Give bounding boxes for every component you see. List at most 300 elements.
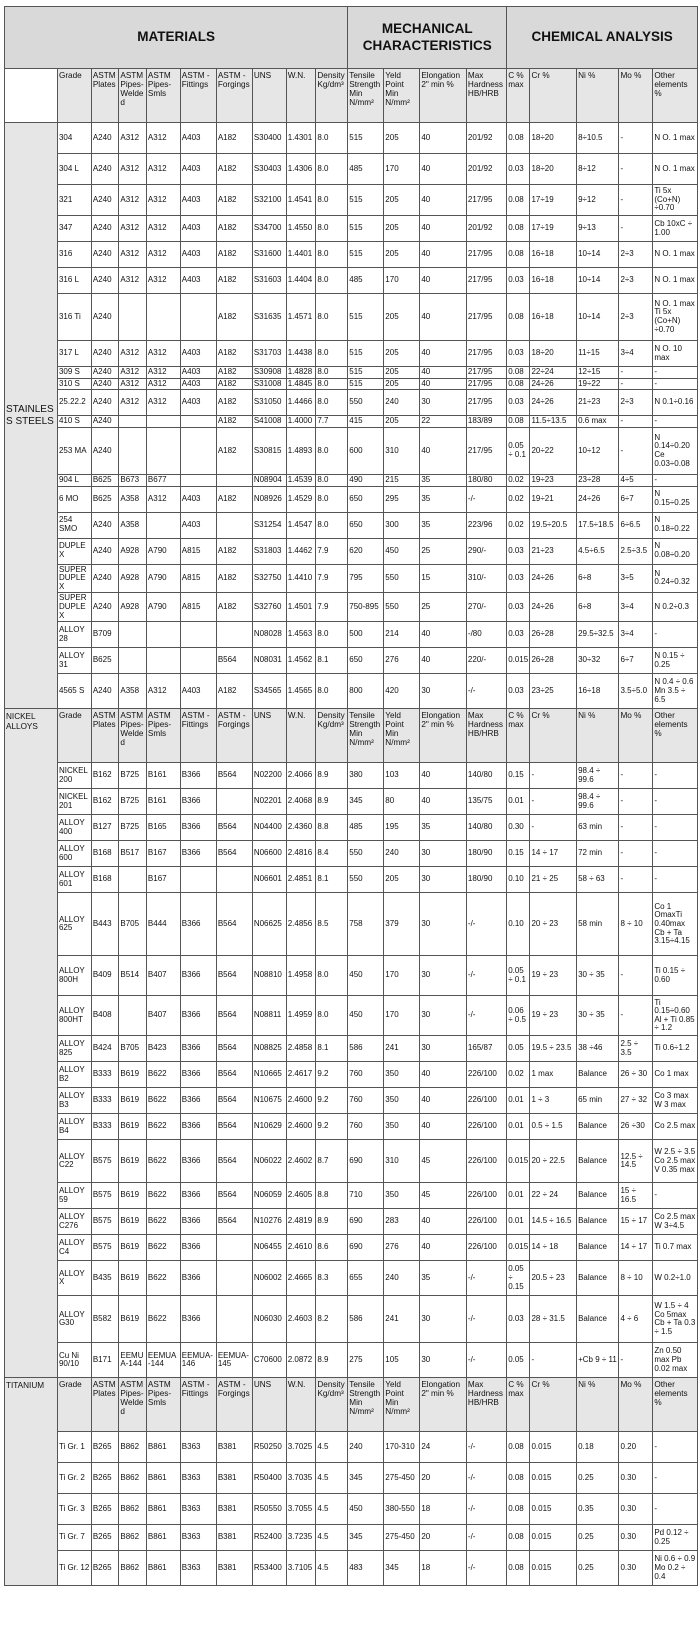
table-cell: A403 [180, 268, 216, 294]
table-cell: 8.8 [316, 1183, 348, 1209]
table-cell: 276 [384, 648, 420, 674]
table-row [5, 1343, 698, 1378]
table-cell: 0.08 [507, 294, 530, 341]
table-cell: 8.0 [316, 123, 348, 154]
table-cell: 35 [420, 474, 467, 486]
table-cell: A312 [146, 185, 180, 216]
table-cell: 65 min [577, 1088, 619, 1114]
table-cell: B333 [91, 1088, 119, 1114]
table-cell: 20 ÷ 22.5 [530, 1140, 577, 1183]
table-cell: 1.4410 [286, 564, 316, 593]
table-cell: 1.4529 [286, 486, 316, 512]
table-cell: - [530, 815, 577, 841]
table-cell: 40 [420, 763, 467, 789]
table-cell: B619 [119, 1140, 147, 1183]
table-cell: A358 [119, 486, 147, 512]
table-cell: B381 [216, 1463, 252, 1494]
table-cell: +Cb 9 ÷ 11 [577, 1343, 619, 1378]
table-cell: 8.0 [316, 294, 348, 341]
table-cell: 650 [348, 486, 384, 512]
table-cell: B366 [180, 1183, 216, 1209]
table-cell: A928 [119, 593, 147, 622]
column-header: ASTM Pipes-Welded [119, 1378, 147, 1432]
table-cell: 98.4 ÷ 99.6 [577, 763, 619, 789]
table-cell: 40 [420, 367, 467, 379]
table-cell: 655 [348, 1261, 384, 1296]
table-row [5, 1062, 698, 1088]
table-cell: 30 [420, 1036, 467, 1062]
table-cell: 214 [384, 622, 420, 648]
table-cell: 8.6 [316, 1235, 348, 1261]
table-cell: B622 [146, 1062, 180, 1088]
table-row [5, 1551, 698, 1586]
table-cell: Balance [577, 1209, 619, 1235]
table-cell: 40 [420, 1062, 467, 1088]
table-row [5, 1432, 698, 1463]
table-cell: 0.03 [507, 538, 530, 564]
table-cell: 9.2 [316, 1088, 348, 1114]
table-cell: B862 [119, 1551, 147, 1586]
table-cell: Balance [577, 1140, 619, 1183]
table-cell: B366 [180, 956, 216, 996]
table-cell: -/- [466, 893, 506, 956]
table-cell: 205 [384, 123, 420, 154]
corner-cell [5, 69, 58, 123]
table-cell: 0.05 [507, 1343, 530, 1378]
table-cell: B564 [216, 1183, 252, 1209]
table-cell: 0.01 [507, 1209, 530, 1235]
table-cell: N O. 10 max [653, 341, 698, 367]
table-cell: 22 [420, 416, 467, 428]
table-cell: 40 [420, 648, 467, 674]
table-cell: A403 [180, 185, 216, 216]
table-cell: A182 [216, 294, 252, 341]
table-cell: B514 [119, 956, 147, 996]
column-header: Ni % [577, 69, 619, 123]
table-cell: R50400 [252, 1463, 286, 1494]
table-cell: 205 [384, 341, 420, 367]
table-cell: A182 [216, 123, 252, 154]
table-cell: N 0.1÷0.16 [653, 390, 698, 416]
table-cell: 103 [384, 763, 420, 789]
table-cell: 205 [384, 242, 420, 268]
table-cell: 6÷6.5 [619, 512, 653, 538]
table-cell: 16÷18 [530, 294, 577, 341]
table-cell: 1.4565 [286, 674, 316, 709]
table-cell: B168 [91, 841, 119, 867]
table-cell: 18÷20 [530, 154, 577, 185]
table-cell: 19 ÷ 23 [530, 956, 577, 996]
column-header: Mo % [619, 709, 653, 763]
table-cell: 24÷26 [530, 593, 577, 622]
table-cell: N O. 1 max [653, 123, 698, 154]
table-cell: 19÷23 [530, 474, 577, 486]
table-cell: 515 [348, 242, 384, 268]
grade-cell: Ti Gr. 2 [57, 1463, 91, 1494]
table-cell: 217/95 [466, 268, 506, 294]
table-cell: 226/100 [466, 1062, 506, 1088]
table-cell: 35 [420, 512, 467, 538]
table-cell: 550 [384, 564, 420, 593]
table-cell: 40 [420, 378, 467, 390]
table-cell: A182 [216, 378, 252, 390]
table-cell: 1.4893 [286, 427, 316, 474]
table-cell: 27 ÷ 32 [619, 1088, 653, 1114]
table-cell: 30 ÷ 35 [577, 996, 619, 1036]
table-cell: 0.03 [507, 268, 530, 294]
table-cell: 201/92 [466, 216, 506, 242]
table-cell: N06059 [252, 1183, 286, 1209]
grade-cell: 317 L [57, 341, 91, 367]
table-cell: 0.35 [577, 1494, 619, 1525]
table-cell: N02200 [252, 763, 286, 789]
table-cell: 1.4539 [286, 474, 316, 486]
table-cell [180, 416, 216, 428]
table-cell: B564 [216, 648, 252, 674]
table-cell: - [653, 867, 698, 893]
table-cell: A312 [119, 390, 147, 416]
column-header: W.N. [286, 69, 316, 123]
table-cell: 586 [348, 1296, 384, 1343]
table-cell: B366 [180, 996, 216, 1036]
table-cell [119, 416, 147, 428]
table-cell: N 0.24÷0.32 [653, 564, 698, 593]
table-cell: - [619, 763, 653, 789]
column-header: Max Hardness HB/HRB [466, 709, 506, 763]
table-row [5, 242, 698, 268]
column-header: Yeld Point Min N/mm² [384, 709, 420, 763]
table-cell: EEMUA-144 [119, 1343, 147, 1378]
table-cell: 0.05 ÷ 0.1 [507, 427, 530, 474]
table-cell: N O. 1 max [653, 268, 698, 294]
table-cell: B861 [146, 1463, 180, 1494]
column-header: Max Hardness HB/HRB [466, 1378, 506, 1432]
table-cell: B265 [91, 1551, 119, 1586]
table-cell: 275 [348, 1343, 384, 1378]
table-cell: 8.0 [316, 378, 348, 390]
table-row [5, 815, 698, 841]
table-cell: 0.25 [577, 1525, 619, 1551]
column-header: ASTM Pipes-Welded [119, 69, 147, 123]
table-row [5, 390, 698, 416]
table-cell: - [619, 996, 653, 1036]
table-cell: B424 [91, 1036, 119, 1062]
table-cell: 0.08 [507, 367, 530, 379]
table-cell: -/- [466, 1551, 506, 1586]
table-cell: EEMUA-146 [180, 1343, 216, 1378]
table-cell: 3÷5 [619, 564, 653, 593]
grade-cell: ALLOY 825 [57, 1036, 91, 1062]
table-cell: N06002 [252, 1261, 286, 1296]
table-cell: 8 ÷ 10 [619, 1261, 653, 1296]
table-cell: A240 [91, 242, 119, 268]
table-cell: 7.9 [316, 593, 348, 622]
table-cell: Balance [577, 1296, 619, 1343]
grade-cell: ALLOY X [57, 1261, 91, 1296]
table-cell: 0.05 ÷ 0.15 [507, 1261, 530, 1296]
column-header: Ni % [577, 1378, 619, 1432]
column-header: Tensile Strength Min N/mm² [348, 709, 384, 763]
table-cell: 345 [348, 1463, 384, 1494]
table-cell: 40 [420, 123, 467, 154]
table-cell: 6÷8 [577, 564, 619, 593]
table-cell: 276 [384, 1235, 420, 1261]
table-cell: 4.5 [316, 1432, 348, 1463]
table-row [5, 1261, 698, 1296]
column-header: ASTM - Fittings [180, 69, 216, 123]
table-cell [180, 867, 216, 893]
table-cell: 2.4617 [286, 1062, 316, 1088]
table-cell: -/- [466, 486, 506, 512]
table-cell: R50550 [252, 1494, 286, 1525]
table-cell: B564 [216, 1114, 252, 1140]
table-cell: S31703 [252, 341, 286, 367]
table-cell: 240 [384, 1261, 420, 1296]
table-cell: - [530, 1343, 577, 1378]
table-cell: N 0.15÷0.25 [653, 486, 698, 512]
table-cell: B564 [216, 956, 252, 996]
table-cell: B366 [180, 1235, 216, 1261]
table-cell: B366 [180, 1036, 216, 1062]
table-cell: B381 [216, 1494, 252, 1525]
table-cell: 2.4605 [286, 1183, 316, 1209]
table-cell: A240 [91, 512, 119, 538]
table-cell: 8.0 [316, 486, 348, 512]
table-cell: 760 [348, 1062, 384, 1088]
table-cell: 14 ÷ 18 [530, 1235, 577, 1261]
table-cell: 58 min [577, 893, 619, 956]
table-cell: 30 [420, 390, 467, 416]
table-cell: 38 ÷46 [577, 1036, 619, 1062]
grade-cell: ALLOY C276 [57, 1209, 91, 1235]
table-cell: 345 [348, 1525, 384, 1551]
column-header: ASTM Plates [91, 709, 119, 763]
table-cell: A403 [180, 512, 216, 538]
table-cell [216, 512, 252, 538]
table-cell: 205 [384, 216, 420, 242]
table-cell: 26 ÷ 30 [619, 1062, 653, 1088]
table-cell: B619 [119, 1296, 147, 1343]
table-cell: 0.08 [507, 1494, 530, 1525]
table-cell: 1.4550 [286, 216, 316, 242]
table-cell: 0.08 [507, 1525, 530, 1551]
table-cell: 15 [420, 564, 467, 593]
table-cell: B861 [146, 1551, 180, 1586]
table-cell: 223/96 [466, 512, 506, 538]
table-cell: 20÷22 [530, 427, 577, 474]
table-cell: S34700 [252, 216, 286, 242]
table-cell: 17÷19 [530, 216, 577, 242]
table-cell: Cb 10xC ÷ 1.00 [653, 216, 698, 242]
grade-cell: ALLOY 800H [57, 956, 91, 996]
table-cell [119, 427, 147, 474]
grade-cell: 410 S [57, 416, 91, 428]
table-cell: Balance [577, 1261, 619, 1296]
table-cell: 515 [348, 294, 384, 341]
table-cell: -/- [466, 1343, 506, 1378]
grade-cell: 347 [57, 216, 91, 242]
table-cell [216, 789, 252, 815]
table-row [5, 1036, 698, 1062]
table-cell: N O. 1 max [653, 242, 698, 268]
column-header: Mo % [619, 69, 653, 123]
table-cell: 0.03 [507, 1296, 530, 1343]
table-cell: 10÷14 [577, 268, 619, 294]
table-cell: B366 [180, 1209, 216, 1235]
table-cell: 8.0 [316, 242, 348, 268]
table-cell: 3.7055 [286, 1494, 316, 1525]
table-cell: B564 [216, 1209, 252, 1235]
table-cell: 0.01 [507, 1114, 530, 1140]
table-cell: 40 [420, 268, 467, 294]
chemical-header: CHEMICAL ANALYSIS [507, 7, 698, 69]
table-cell: 275-450 [384, 1463, 420, 1494]
table-cell: 226/100 [466, 1088, 506, 1114]
table-cell: B725 [119, 789, 147, 815]
table-cell: Ti 0.6÷1.2 [653, 1036, 698, 1062]
table-cell: 45 [420, 1140, 467, 1183]
column-header: UNS [252, 69, 286, 123]
table-cell: 0.03 [507, 564, 530, 593]
table-cell: 415 [348, 416, 384, 428]
grade-cell: 304 L [57, 154, 91, 185]
table-cell: 20.5 ÷ 23 [530, 1261, 577, 1296]
table-cell: 18 [420, 1494, 467, 1525]
table-cell: B622 [146, 1261, 180, 1296]
table-cell: B381 [216, 1432, 252, 1463]
table-cell: A312 [146, 216, 180, 242]
table-cell: B167 [146, 841, 180, 867]
table-cell: 30 [420, 956, 467, 996]
table-cell: - [530, 763, 577, 789]
table-cell: N06022 [252, 1140, 286, 1183]
table-cell: 8.7 [316, 1140, 348, 1183]
table-cell: 25 [420, 538, 467, 564]
table-cell: 1.4462 [286, 538, 316, 564]
table-cell: 1.4000 [286, 416, 316, 428]
table-cell: A240 [91, 341, 119, 367]
table-cell: A312 [119, 123, 147, 154]
table-cell: 226/100 [466, 1209, 506, 1235]
table-cell: - [619, 216, 653, 242]
table-cell: -/- [466, 1296, 506, 1343]
table-cell: 8.0 [316, 622, 348, 648]
table-cell: N08811 [252, 996, 286, 1036]
table-cell: 7.9 [316, 538, 348, 564]
table-cell: 600 [348, 427, 384, 474]
table-cell: A240 [91, 185, 119, 216]
table-row [5, 763, 698, 789]
table-cell: A182 [216, 216, 252, 242]
table-cell: S31803 [252, 538, 286, 564]
table-cell: 1.4404 [286, 268, 316, 294]
table-cell: 350 [384, 1062, 420, 1088]
table-cell: B677 [146, 474, 180, 486]
table-cell: 16÷18 [530, 268, 577, 294]
mechanical-header: MECHANICAL CHARACTERISTICS [348, 7, 507, 69]
table-row [5, 622, 698, 648]
table-cell: - [619, 378, 653, 390]
table-cell: 2.0872 [286, 1343, 316, 1378]
table-cell [119, 294, 147, 341]
table-cell: S31600 [252, 242, 286, 268]
grade-cell: Ti Gr. 7 [57, 1525, 91, 1551]
table-cell: Co 3 max W 3 max [653, 1088, 698, 1114]
table-cell: N08926 [252, 486, 286, 512]
table-cell: 8.0 [316, 367, 348, 379]
table-cell: B366 [180, 763, 216, 789]
table-cell: B409 [91, 956, 119, 996]
table-cell: - [653, 815, 698, 841]
table-cell: 500 [348, 622, 384, 648]
table-cell: B619 [119, 1062, 147, 1088]
column-header-row [5, 1378, 698, 1432]
table-cell: 0.08 [507, 123, 530, 154]
table-cell: Balance [577, 1235, 619, 1261]
table-cell: 23÷25 [530, 674, 577, 709]
column-header: W.N. [286, 1378, 316, 1432]
table-cell: A240 [91, 367, 119, 379]
table-cell: 450 [384, 538, 420, 564]
table-cell: A312 [146, 154, 180, 185]
table-cell: 1.4958 [286, 956, 316, 996]
table-cell: A182 [216, 390, 252, 416]
table-cell: B407 [146, 956, 180, 996]
table-cell: 226/100 [466, 1183, 506, 1209]
column-header: Other elements % [653, 709, 698, 763]
table-cell: 1.4306 [286, 154, 316, 185]
table-cell: 170 [384, 268, 420, 294]
table-cell: B582 [91, 1296, 119, 1343]
table-row [5, 538, 698, 564]
table-row [5, 956, 698, 996]
table-cell: B162 [91, 763, 119, 789]
table-cell: B709 [91, 622, 119, 648]
table-cell: 2.4819 [286, 1209, 316, 1235]
table-cell: 0.30 [619, 1525, 653, 1551]
table-row [5, 185, 698, 216]
table-cell: 1.4547 [286, 512, 316, 538]
table-cell: - [653, 474, 698, 486]
table-cell: Co 1 OmaxTi 0.40max Cb + Ta 3.15÷4.15 [653, 893, 698, 956]
table-cell: A312 [146, 268, 180, 294]
table-cell: S34565 [252, 674, 286, 709]
table-cell: A358 [119, 512, 147, 538]
table-cell: 15 ÷ 17 [619, 1209, 653, 1235]
table-cell [216, 1261, 252, 1296]
table-cell: 310 [384, 1140, 420, 1183]
table-cell: N08825 [252, 1036, 286, 1062]
table-row [5, 564, 698, 593]
table-cell: 0.02 [507, 474, 530, 486]
table-cell: 30 [420, 1343, 467, 1378]
table-cell: 620 [348, 538, 384, 564]
table-cell: B171 [91, 1343, 119, 1378]
column-header: Cr % [530, 709, 577, 763]
table-cell: B443 [91, 893, 119, 956]
table-cell: Co 2.5 max [653, 1114, 698, 1140]
table-cell: 195 [384, 815, 420, 841]
table-cell: 8.9 [316, 1209, 348, 1235]
column-header: Density Kg/dm³ [316, 69, 348, 123]
table-cell: A403 [180, 486, 216, 512]
table-cell: 8.1 [316, 1036, 348, 1062]
table-cell [180, 294, 216, 341]
table-cell: 4÷5 [619, 474, 653, 486]
table-cell: S32750 [252, 564, 286, 593]
table-cell: 2.4600 [286, 1088, 316, 1114]
table-cell: 2÷3 [619, 294, 653, 341]
